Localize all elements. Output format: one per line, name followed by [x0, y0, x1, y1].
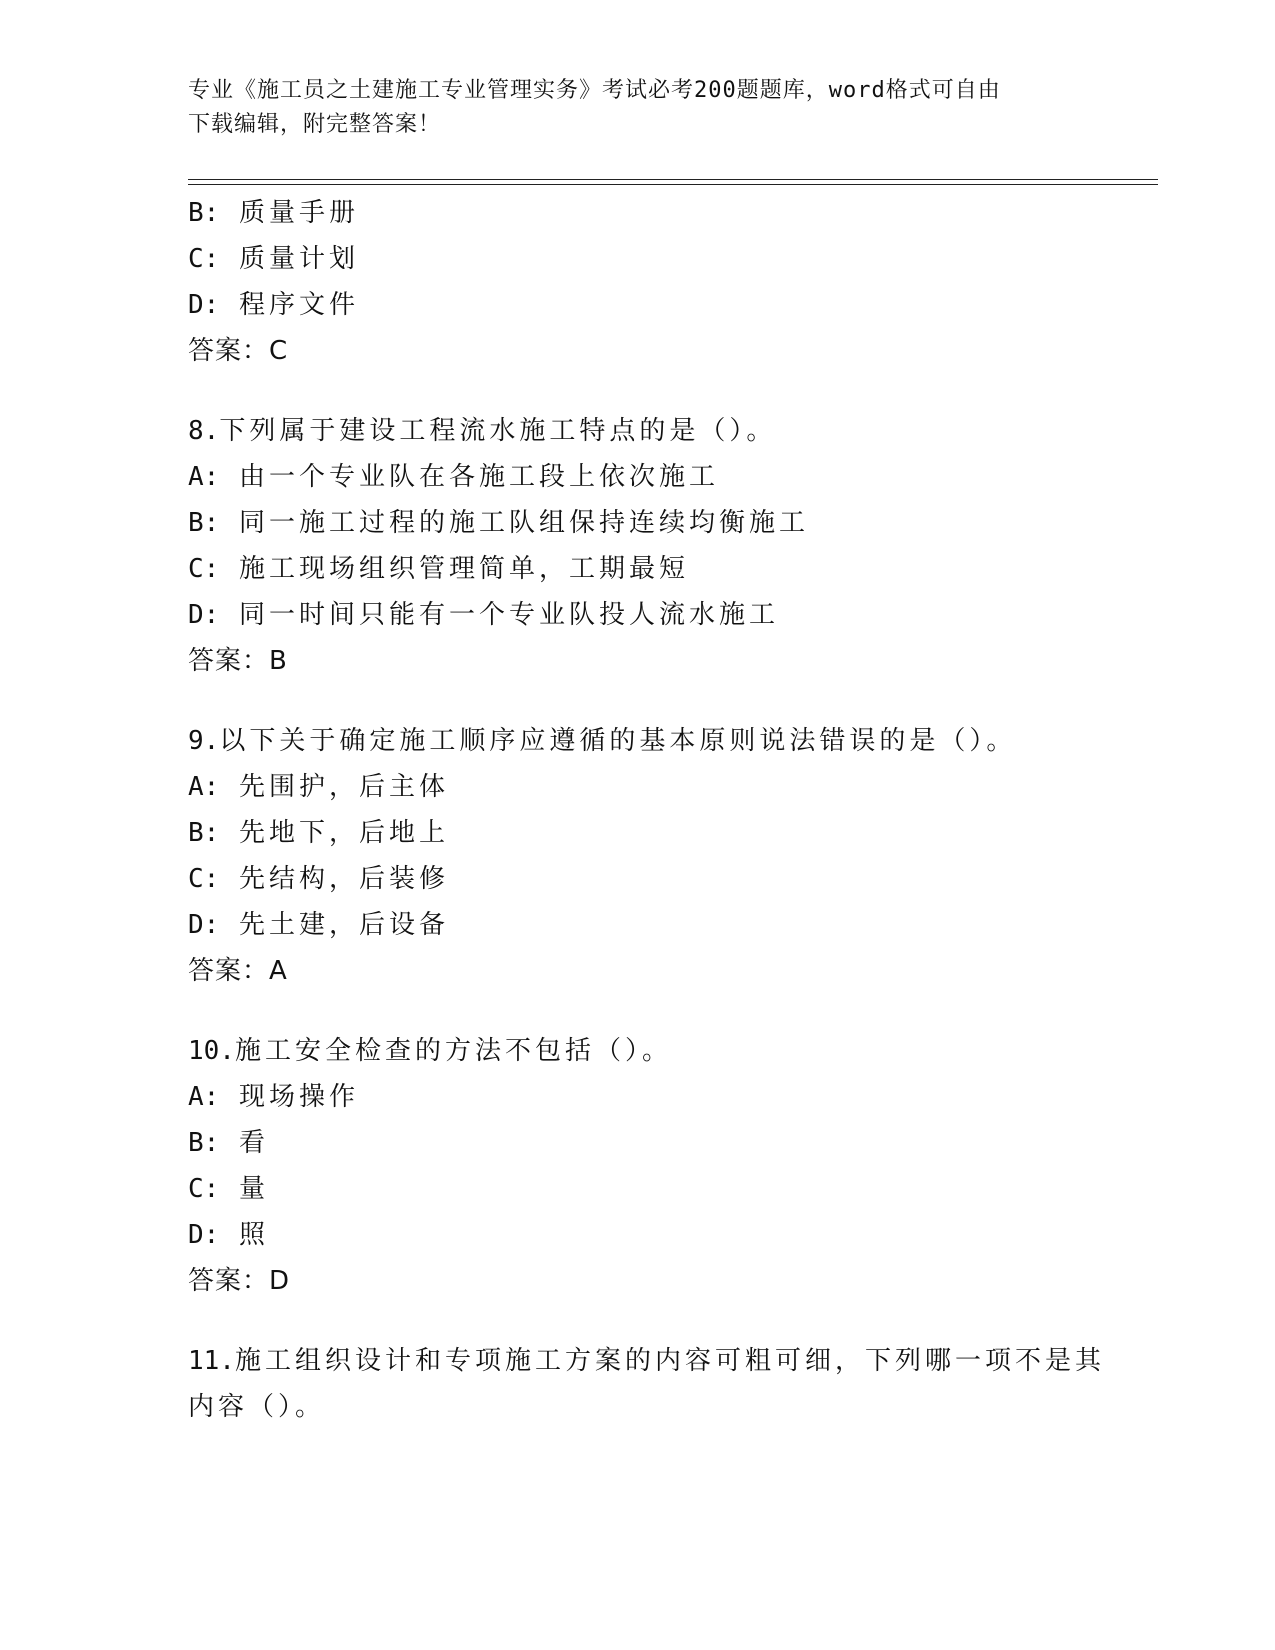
document-header: [188, 74, 1088, 142]
answer-text: 答案：C: [188, 336, 289, 366]
option-b: B: 看: [188, 1128, 269, 1158]
header-divider-top: [188, 179, 1158, 180]
question-text: 9.以下关于确定施工顺序应遵循的基本原则说法错误的是（）。: [188, 726, 1017, 756]
question-7-continuation: [188, 190, 1148, 374]
header-divider-bottom: [188, 184, 1158, 185]
option-d: D: 照: [188, 1220, 269, 1250]
question-text: 8.下列属于建设工程流水施工特点的是（）。: [188, 416, 777, 446]
option-d: D: 同一时间只能有一个专业队投人流水施工: [188, 600, 779, 630]
question-8: [188, 408, 1148, 684]
header-line-2: 下载编辑，附完整答案！: [188, 112, 442, 137]
answer-text: 答案：B: [188, 646, 288, 676]
option-b: B: 同一施工过程的施工队组保持连续均衡施工: [188, 508, 809, 538]
answer-text: 答案：A: [188, 956, 288, 986]
option-a: A: 由一个专业队在各施工段上依次施工: [188, 462, 719, 492]
question-content: [188, 190, 1148, 1430]
option-b: B: 质量手册: [188, 198, 359, 228]
header-line-1: 专业《施工员之土建施工专业管理实务》考试必考200题题库，word格式可自由: [188, 78, 1001, 103]
question-10: [188, 1028, 1148, 1304]
option-a: A: 现场操作: [188, 1082, 359, 1112]
question-text: 10.施工安全检查的方法不包括（）。: [188, 1036, 672, 1066]
question-text-line-2: 内容（）。: [188, 1392, 326, 1422]
option-c: C: 量: [188, 1174, 269, 1204]
question-11: [188, 1338, 1148, 1430]
question-text-line-1: 11.施工组织设计和专项施工方案的内容可粗可细，下列哪一项不是其: [188, 1346, 1105, 1376]
option-d: D: 程序文件: [188, 290, 359, 320]
option-c: C: 质量计划: [188, 244, 359, 274]
answer-text: 答案：D: [188, 1266, 291, 1296]
option-c: C: 施工现场组织管理简单，工期最短: [188, 554, 689, 584]
option-c: C: 先结构，后装修: [188, 864, 449, 894]
question-9: [188, 718, 1148, 994]
option-a: A: 先围护，后主体: [188, 772, 449, 802]
option-d: D: 先土建，后设备: [188, 910, 449, 940]
option-b: B: 先地下，后地上: [188, 818, 449, 848]
